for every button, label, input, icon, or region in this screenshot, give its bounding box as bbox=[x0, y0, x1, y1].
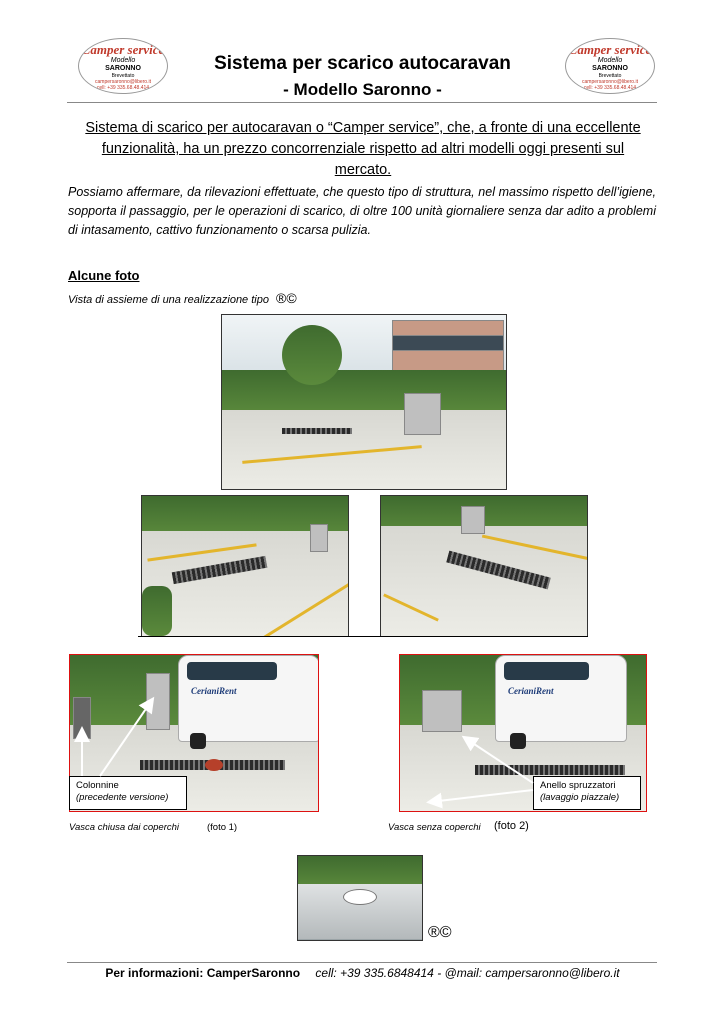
photos-caption: Vista di assieme di una realizzazione tipo bbox=[68, 294, 269, 306]
footer bbox=[0, 966, 725, 980]
logo-patent: Brevettato bbox=[598, 73, 622, 79]
intro-heading: Sistema di scarico per autocaravan o “Camper service”, che, a fronte di una eccellente funzionalità, ha un prezzo concorrenziale rispetto ad altri modelli oggi presenti sul mercato. bbox=[85, 120, 641, 178]
footer-contact: cell: +39 335.6848414 - @mail: campersaronno@libero.it bbox=[315, 966, 620, 980]
van-brand: CerianiRent bbox=[191, 686, 237, 696]
caption-photo-1-text: Vasca chiusa dai coperchi bbox=[69, 822, 180, 833]
page-title: Sistema per scarico autocaravan bbox=[214, 53, 511, 74]
van-brand: CerianiRent bbox=[508, 686, 554, 696]
logo-name: SARONNO bbox=[592, 65, 628, 72]
footer-label: Per informazioni: CamperSaronno bbox=[105, 966, 301, 980]
callout-columns-note: (precedente versione) bbox=[76, 792, 169, 803]
callout-sprinklers-note: (lavaggio piazzale) bbox=[540, 792, 620, 803]
logo-cell: cell: +39 335.68.48.414 bbox=[96, 85, 150, 91]
photos-heading: Alcune foto bbox=[68, 268, 140, 283]
logo-model: Modello bbox=[597, 57, 623, 64]
logo-cell: cell: +39 335.68.48.414 bbox=[583, 85, 637, 91]
caption-photo-1-num: (foto 1) bbox=[207, 822, 238, 833]
logo-title: Camper service bbox=[81, 42, 165, 57]
arrow-sprinklers-1 bbox=[465, 738, 533, 783]
caption-photo-2-num: (foto 2) bbox=[494, 820, 529, 832]
arrow-columns-2 bbox=[100, 700, 152, 776]
caption-photo-2-text: Vasca senza coperchi bbox=[388, 822, 481, 833]
trademark-symbols: ®© bbox=[276, 290, 297, 306]
callout-columns-title: Colonnine bbox=[76, 780, 119, 791]
bottom-trademark-symbols: ®© bbox=[428, 924, 452, 941]
cover-detail-photo bbox=[297, 855, 423, 941]
footer-divider bbox=[67, 962, 657, 963]
logo-title: Camper service bbox=[568, 42, 652, 57]
logo-email: campersaronno@libero.it bbox=[95, 79, 151, 85]
logo-name: SARONNO bbox=[105, 65, 141, 72]
page-subtitle: - Modello Saronno - bbox=[283, 80, 442, 99]
arrow-sprinklers-2 bbox=[430, 790, 533, 802]
logo-model: Modello bbox=[110, 57, 136, 64]
description-paragraph: Possiamo affermare, da rilevazioni effettuate, che questo tipo di struttura, nel massimo rispetto dell’igiene, sopporta il passaggio, per le operazioni di scarico, di oltre 100 unità giornaliere senza dar adito a problemi di intasamento, cattivo funzionamento o scarsa pulizia. bbox=[68, 185, 656, 237]
logo-patent: Brevettato bbox=[111, 73, 135, 79]
callout-sprinklers-title: Anello spruzzatori bbox=[540, 780, 616, 791]
logo-email: campersaronno@libero.it bbox=[582, 79, 638, 85]
